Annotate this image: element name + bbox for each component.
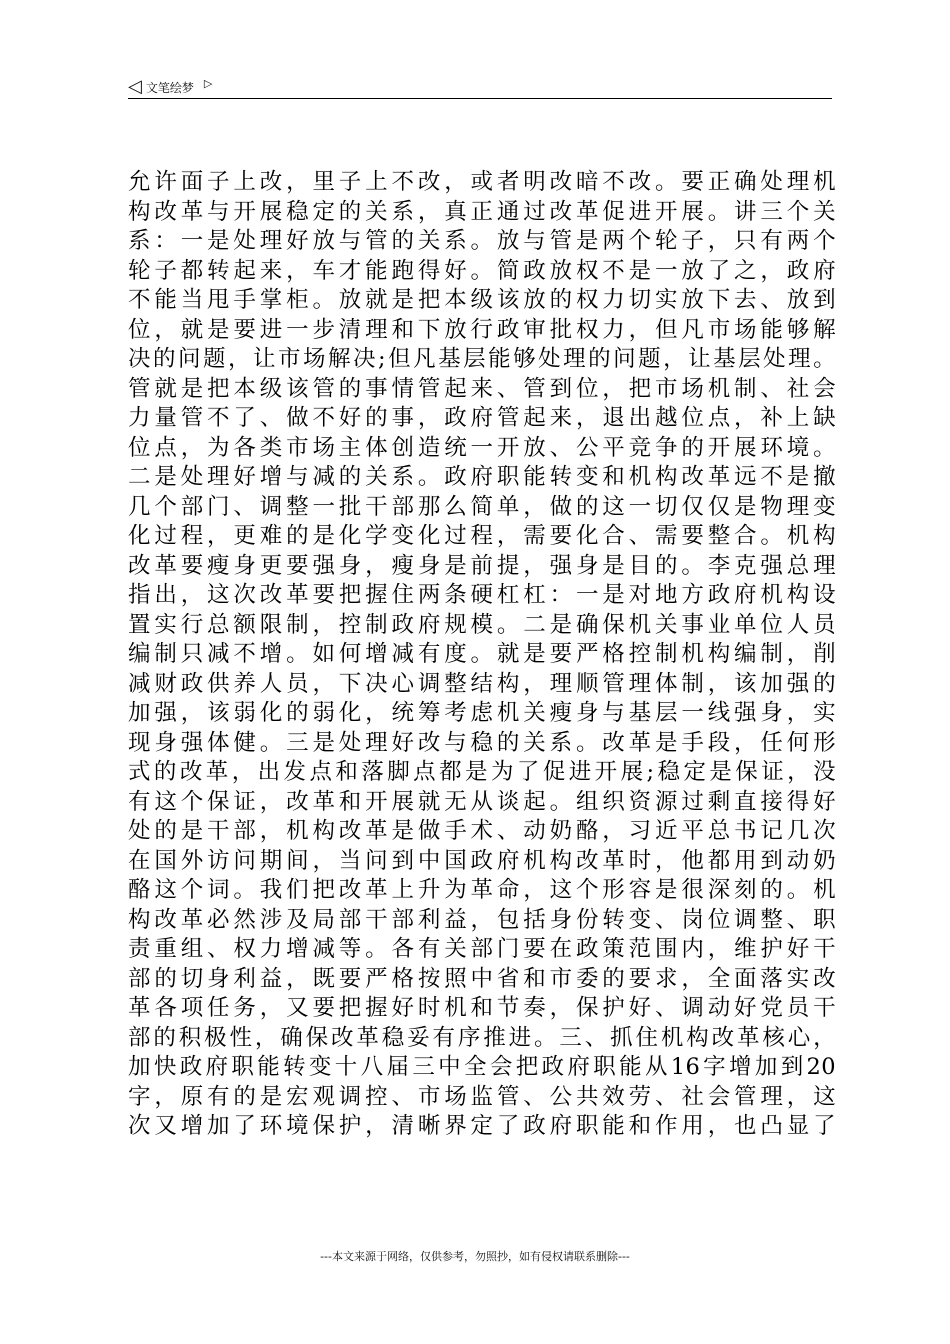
body-line: 在国外访问期间，当问到中国政府机构改革时，他都用到动奶 [128,847,836,874]
body-line: 字，原有的是宏观调控、市场监管、公共效劳、社会管理，这 [128,1083,836,1110]
body-line: 管就是把本级该管的事情管起来、管到位，把市场机制、社会 [128,375,836,402]
body-line: 几个部门、调整一批干部那么简单，做的这一切仅仅是物理变 [128,493,836,520]
body-line: 加快政府职能转变十八届三中全会把政府职能从16字增加到20 [128,1054,836,1080]
body-line: 加强，该弱化的弱化，统筹考虑机关瘦身与基层一线强身，实 [128,700,836,726]
header-title: 文笔绘梦 [145,80,194,95]
body-line: 编制只减不增。如何增减有度。就是要严格控制机构编制，削 [128,641,836,667]
body-line: 系：一是处理好放与管的关系。放与管是两个轮子，只有两个 [128,228,836,254]
triangle-left-icon: ◁ [128,76,142,97]
body-line: 轮子都转起来，车才能跑得好。简政放权不是一放了之，政府 [128,257,836,284]
page-header [128,76,212,98]
body-line: 允许面子上改，里子上不改，或者明改暗不改。要正确处理机 [128,169,836,195]
body-line: 现身强体健。三是处理好改与稳的关系。改革是手段，任何形 [128,729,836,756]
footer-disclaimer: ---本文来源于网络，仅供参考，勿照抄，如有侵权请联系删除--- [320,1250,630,1263]
body-line: 置实行总额限制，控制政府规模。二是确保机关事业单位人员 [128,611,836,638]
body-line: 改革要瘦身更要强身，瘦身是前提，强身是目的。李克强总理 [128,552,836,579]
body-line: 式的改革，出发点和落脚点都是为了促进开展;稳定是保证，没 [128,759,836,785]
body-line: 指出，这次改革要把握住两条硬杠杠：一是对地方政府机构设 [128,582,836,608]
body-text [128,168,836,1142]
body-line: 构改革与开展稳定的关系，真正通过改革促进开展。讲三个关 [128,198,836,225]
body-line: 位点，为各类市场主体创造统一开放、公平竞争的开展环境。 [128,434,836,461]
body-line: 有这个保证，改革和开展就无从谈起。组织资源过剩直接得好 [128,788,836,815]
body-line: 责重组、权力增减等。各有关部门要在政策范围内，维护好干 [128,936,836,962]
header-rule [128,98,832,99]
body-line: 次又增加了环境保护，清晰界定了政府职能和作用，也凸显了 [128,1113,836,1139]
body-line: 二是处理好增与减的关系。政府职能转变和机构改革远不是撤 [128,464,836,490]
body-line: 决的问题，让市场解决;但凡基层能够处理的问题，让基层处理。 [128,346,836,372]
body-line: 处的是干部，机构改革是做手术、动奶酪，习近平总书记几次 [128,818,836,844]
body-line: 化过程，更难的是化学变化过程，需要化合、需要整合。机构 [128,523,836,549]
body-line: 部的切身利益，既要严格按照中省和市委的要求，全面落实改 [128,965,836,992]
body-line: 构改革必然涉及局部干部利益，包括身份转变、岗位调整、职 [128,906,836,933]
body-line: 力量管不了、做不好的事，政府管起来，退出越位点，补上缺 [128,405,836,431]
body-line: 部的积极性，确保改革稳妥有序推进。三、抓住机构改革核心， [128,1024,836,1051]
body-line: 不能当甩手掌柜。放就是把本级该放的权力切实放下去、放到 [128,287,836,313]
triangle-right-icon: ▷ [203,76,213,90]
body-line: 减财政供养人员，下决心调整结构，理顺管理体制，该加强的 [128,670,836,697]
body-line: 位，就是要进一步清理和下放行政审批权力，但凡市场能够解 [128,316,836,343]
body-line: 革各项任务，又要把握好时机和节奏，保护好、调动好党员干 [128,995,836,1021]
body-line: 酪这个词。我们把改革上升为革命，这个形容是很深刻的。机 [128,877,836,903]
